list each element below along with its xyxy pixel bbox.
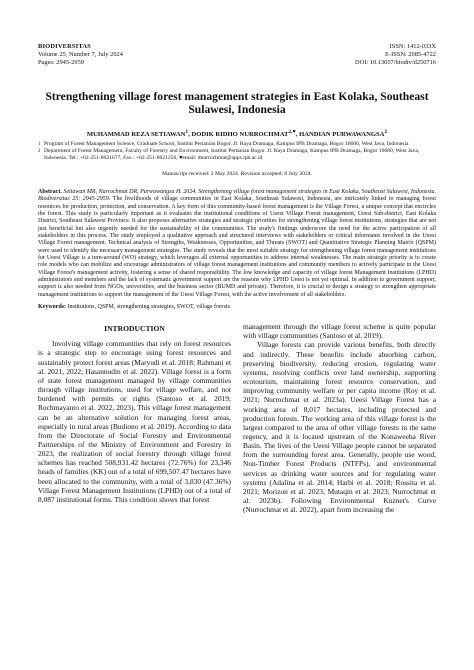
section-heading: INTRODUCTION (104, 324, 165, 334)
manuscript-dates: Manuscript received: 2 May 2024. Revision accepted: 8 July 2024. (162, 170, 312, 177)
affiliation-number: 1 (38, 141, 41, 147)
author-list (38, 128, 436, 139)
journal-header (38, 43, 436, 68)
author-name: MUHAMMAD REZA SETIAWAN (86, 130, 186, 138)
affiliation-item (38, 141, 436, 148)
author-separator: , (188, 130, 192, 138)
journal-volume: Volume 25, Number 7, July 2024 (38, 51, 123, 59)
author-affil-mark: 2,♥ (288, 128, 296, 135)
journal-pages: Pages: 2945-2959 (38, 59, 84, 67)
right-column (243, 322, 436, 514)
journal-name: BIODIVERSITAS (38, 43, 91, 50)
header-right (355, 43, 436, 68)
journal-doi: DOI: 10.13057/biodiv/d250716 (355, 59, 436, 67)
journal-eissn: E-ISSN: 2085-4722 (385, 51, 436, 59)
abstract-label: Abstract. (38, 188, 62, 195)
paper-title: Strengthening village forest management strategies in East Kolaka, Southeast Sulawesi, Indonesia (45, 89, 429, 117)
keywords (38, 304, 436, 310)
left-column (38, 322, 231, 514)
journal-issn: ISSN: 1412-033X (389, 43, 436, 50)
author-affil-mark: 1 (185, 128, 189, 135)
abstract-citation: Setiawan MR, Nurrochmat DR, Purwawangsa H. 2024. Strengthening village forest management strategies in East Kolaka, Southeast Sulawesi, Indonesia. Biodiversitas 25: 2945-2959. (38, 188, 436, 203)
affiliations (38, 141, 436, 162)
abstract-body: The livelihoods of village communities in East Kolaka, Southeast Sulawesi, Indonesia, are intricately linked to managing forest resources for production, protection, and conservation. A key form of this community-based forest management is the Village Forest, a unique concept that encircles the forest. This study is particularly important as it evaluates the institutional conditions of Ueesi Village Forest management, Ueesi Sub-district, East Kolaka District, Southeast Sulawesi Province. It also proposes alternative strategies and strategic priorities for strengthening village forest institutions, strategies that are not just beneficial but also urgently needed for the sustainability of the communities. The study's findings underscore the need for the active participation of all stakeholders in this process. The study employed a qualitative approach and structured interviews with stakeholders or critical informants involved in the Ueesi Village Forest management. Technical analysis of Strengths, Weaknesses, Opportunities, and Threats (SWOT) and Quantitative Strategic Planning Matrix (QSPM) were used to identify the necessary management strategies. The study reveals that the most suitable strategy for strengthening village forest management institutions for Ueesi Village is a turn-around (WO) strategy, which leverages all external opportunities to address internal weaknesses. The main strategic priority is to create role models who can mobilize and encourage administrators of village forest management institutions and community members to actively participate in the Ueesi Village Forest's management activity, fostering a sense of shared responsibility. The low knowledge and capacity of village forest Management Institutions (LPHD) administrators and members and the lack of systematic government support are the reasons why LPHD Ueesi is not yet optimal. In addition to government support, support is also needed from NGOs, universities, and the business sector (BUMD and private). Therefore, it is crucial to design a strategy to strengthen appropriate management institutions to support the management of the Ueesi Village Forest, with the active involvement of all stakeholders. (38, 196, 436, 298)
abstract (38, 189, 436, 299)
affiliation-item (38, 148, 436, 162)
intro-paragraph: Village forests can provide various benefits, both directly and indirectly. These benefits include absorbing carbon, preserving biodiversity, reducing erosion, regulating water systems, resolving conflicts over land ownership, supporting ecotourism, maintaining forest resource conservation, and improving community welfare or per capita income (Roy et al. 2021; Nurrochmat et al. 2023a). Ueesi Village Forest has a working area of 8,017 hectares, including protected and production forests. The working area of this village forest is the largest compared to the area of other village forests in the same regency, and it is located upstream of the Konaweeha River Basin. The lives of the Ueesi Village people cannot be separated from the surrounding forest area. Generally, people use wood, Non-Timber Forest Products (NTFPs), and environmental services as drinking water sources and for regulating water systems (Adalina et al. 2014; Harbi et al. 2018; Rossita et al. 2021; Morizon et al. 2023; Mutaqin et al. 2023; Nurrochmat et al. 2023b). Following Environmental Kuznet's Curve (Nurrochmat et al. 2022), apart from increasing the (243, 340, 436, 515)
keywords-text: Institutions, QSPM, strengthening strategies, SWOT, village forests (66, 304, 231, 311)
intro-paragraph: Involving village communities that rely on forest resources is a strategic step to encourage using forest resources and sustainably protect forest areas (Maryudi et al. 2018; Rahmani et al. 2021, 2022; Hasannudin et al. 2022). Village forest is a form of state forest management managed by village communities through village institutions, used for village welfare, and not burdened with permits or rights (Santoso et al. 2019; Rochmayanto et al. 2022, 2023). This village forest management can be an alternative solution for managing forest areas, especially in rural areas (Budiono et al. 2019). According to data from the Directorate of Social Forestry and Environmental Partnerships of the Ministry of Environment and Forestry in 2023, the realization of social forestry through village forest schemes has reached 508,931.42 hectares (72.76%) for 23,346 heads of families (KK) out of a total of 699,507.47 hectares have been allocated to the community, with a total of 3,830 (47.36%) Village Forest Management Institutions (LPHD) out of a total of 8,087 institutional forms. This condition shows that forest (38, 339, 231, 504)
author-separator: , (295, 130, 300, 138)
header-left (38, 43, 123, 68)
author-name: DODIK RIDHO NURROCHMAT (191, 130, 289, 138)
body-columns (38, 322, 436, 514)
affiliation-number: 2 (38, 148, 41, 154)
affiliation-text: Program of Forest Management Science, Graduate School, Institut Pertanian Bogor. Jl. Raya Dramaga, Kampus IPB Dramaga, Bogor 16680, West Java, Indonesia (44, 140, 409, 147)
author-affil-mark: 2 (384, 128, 388, 135)
author-name: HANDIAN PURWAWANGSA (299, 130, 385, 138)
intro-paragraph-continued: management through the village forest scheme is quite popular with village communities (Santoso et al. 2019). (243, 322, 436, 341)
affiliation-text: Department of Forest Management, Faculty of Forestry and Environment, Institut Pertanian Bogor. Jl. Raya Dramaga, Kampus IPB Dramaga, Bogor 16680, West Java, Indonesia. Tel.: +62-251-8621677, Fax.: +62-251-8621256, ♥email: dnurrochmat@apps.ipb.ac.id (44, 147, 420, 161)
keywords-label: Keywords: (38, 304, 66, 311)
